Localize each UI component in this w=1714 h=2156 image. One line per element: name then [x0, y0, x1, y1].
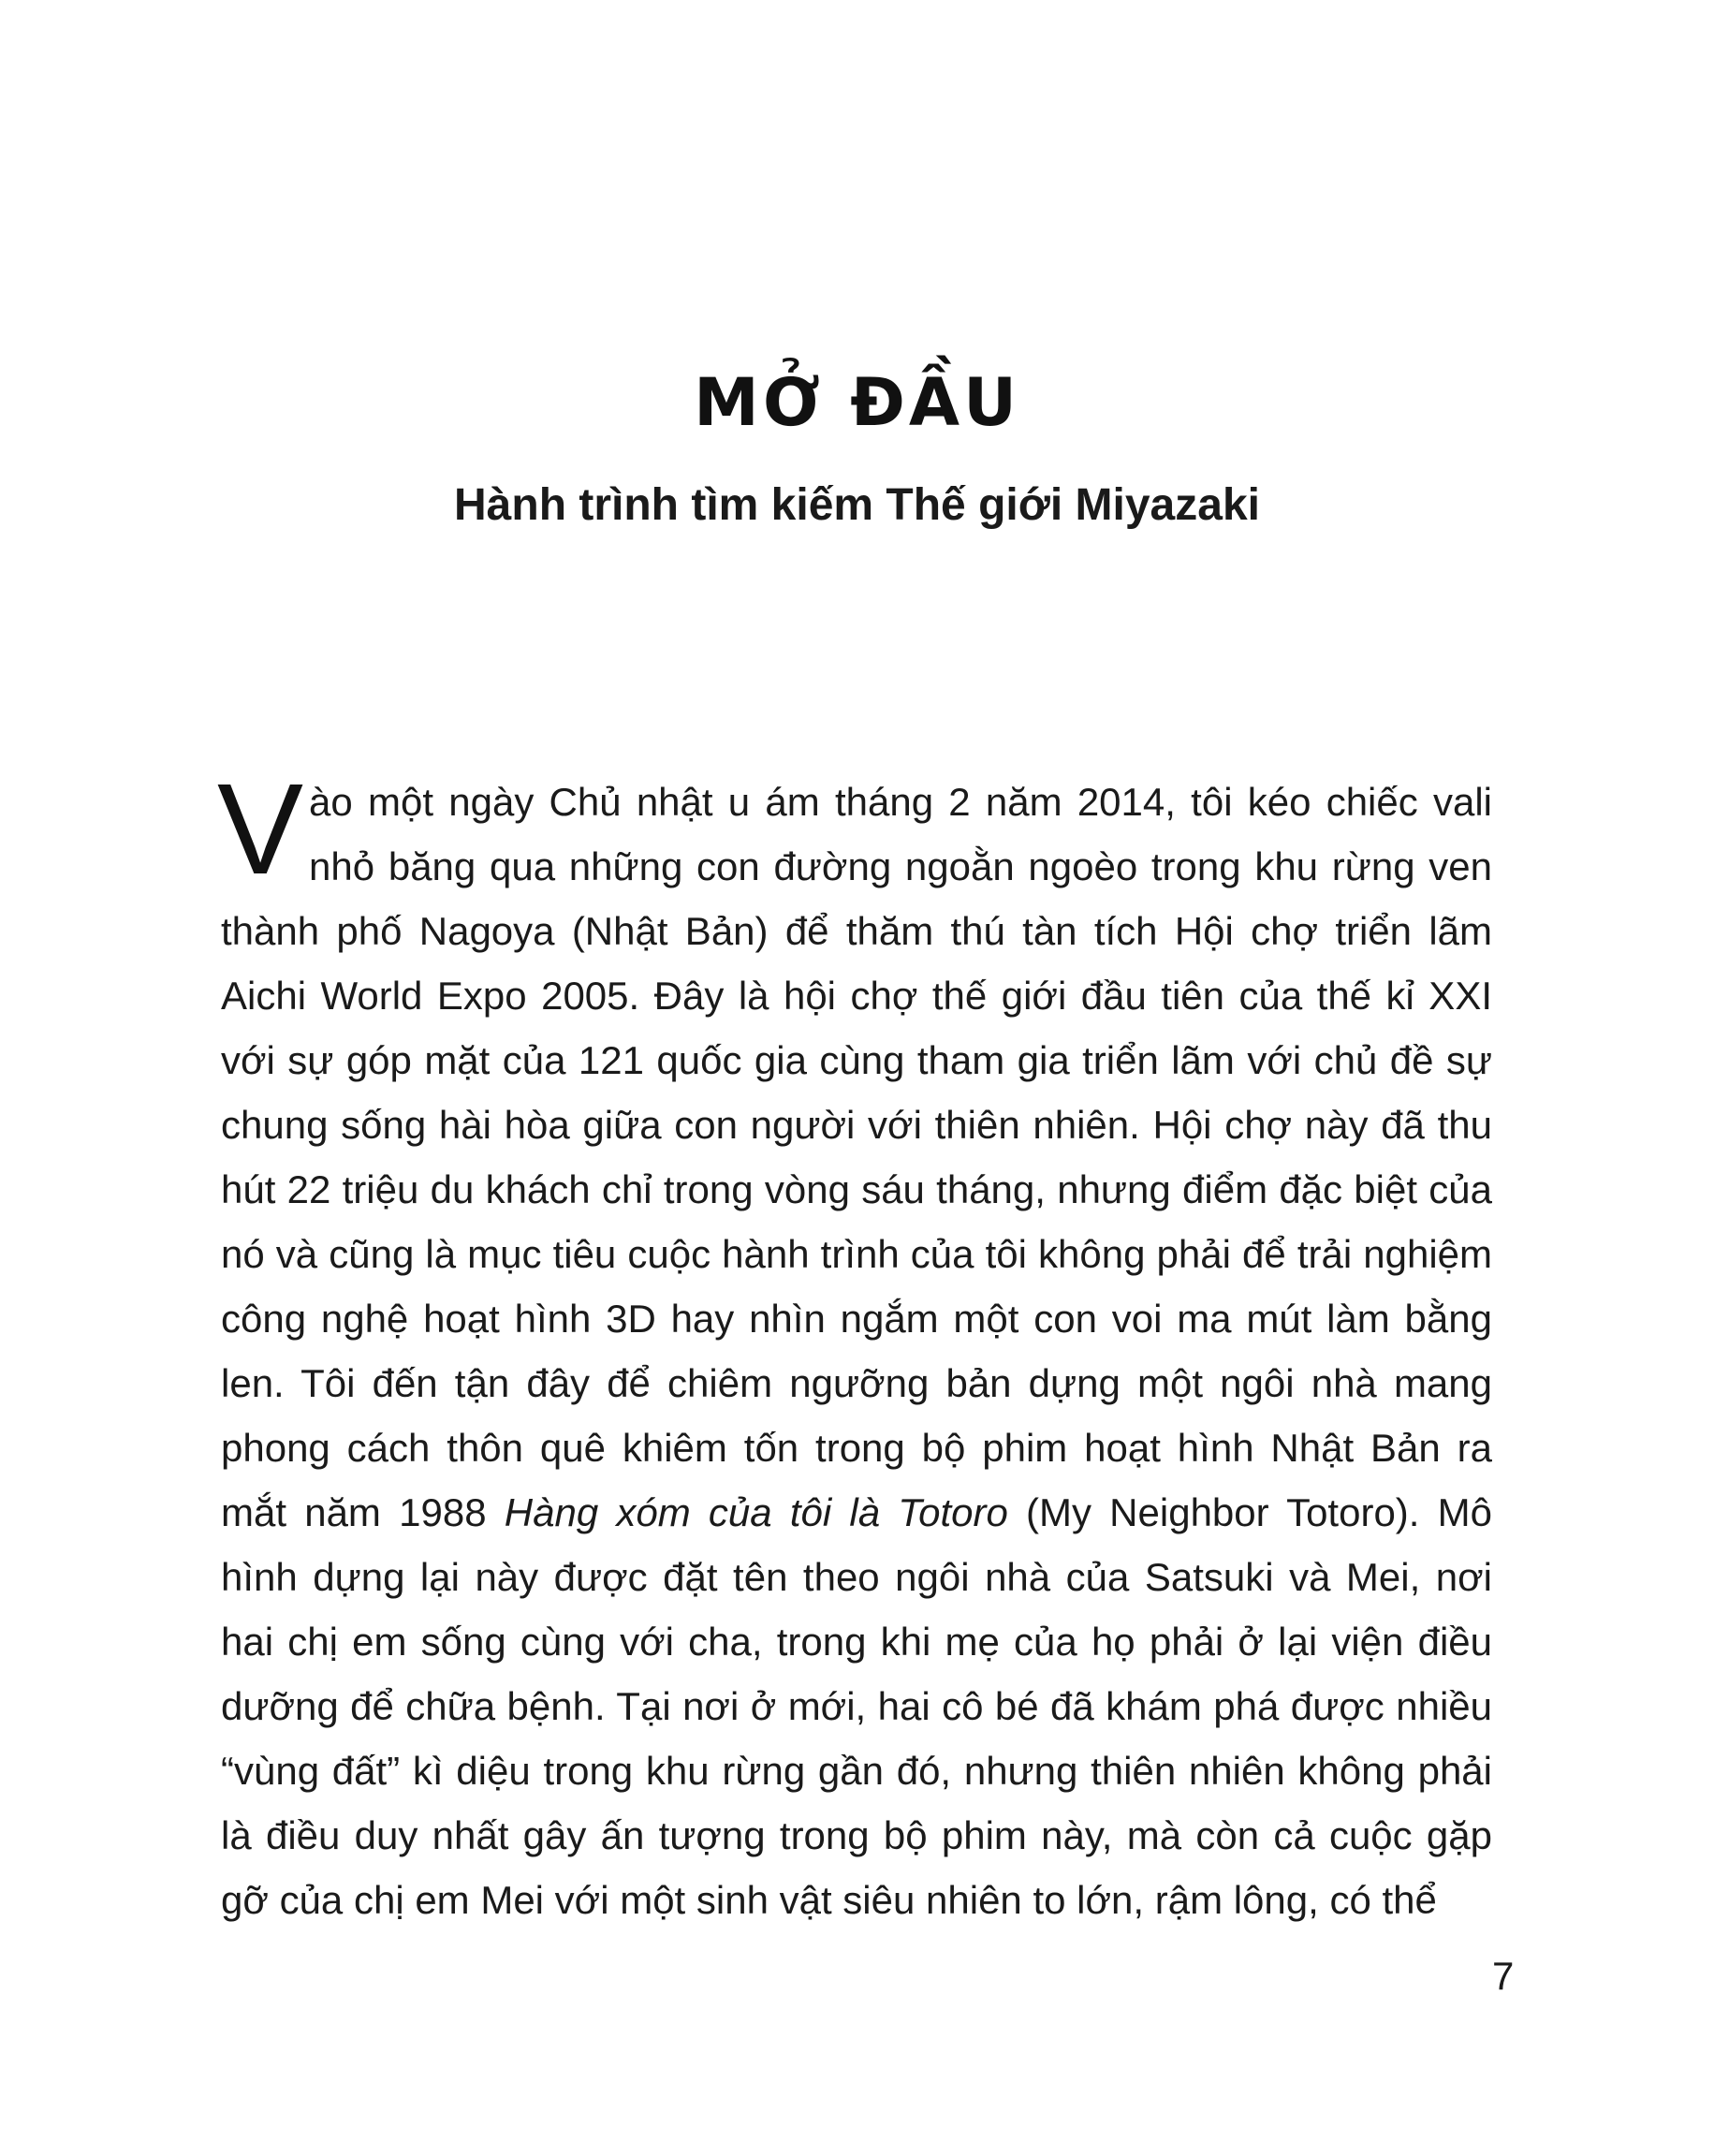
body-text-part-1: ào một ngày Chủ nhật u ám tháng 2 năm 2014, tôi kéo chiếc vali nhỏ băng qua những con đường ngoằn ngoèo trong khu rừng ven thành phố Nagoya (Nhật Bản) để thăm thú tàn tích Hội chợ triển lãm Aichi World Expo 2005. Đây là hội chợ thế giới đầu tiên của thế kỉ XXI với sự góp mặt của 121 quốc gia cùng tham gia triển lãm với chủ đề sự chung sống hài hòa giữa con người với thiên nhiên. Hội chợ này đã thu hút 22 triệu du khách chỉ trong vòng sáu tháng, nhưng điểm đặc biệt của nó và cũng là mục tiêu cuộc hành trình của tôi không phải để trải nghiệm công nghệ hoạt hình 3D hay nhìn ngắm một con voi ma mút làm bằng len. Tôi đến tận đây để chiêm ngưỡng bản dựng một ngôi nhà mang phong cách thôn quê khiêm tốn trong bộ phim hoạt hình Nhật Bản ra mắt năm 1988 — [221, 780, 1492, 1534]
film-title-italic: Hàng xóm của tôi là Totoro — [504, 1490, 1008, 1534]
chapter-title: MỞ ĐẦU — [694, 364, 1020, 441]
body-text-part-2: (My Neighbor Totoro). Mô hình dựng lại này được đặt tên theo ngôi nhà của Satsuki và Mei, nơi hai chị em sống cùng với cha, trong khi mẹ của họ phải ở lại viện điều dưỡng để chữa bệnh. Tại nơi ở mới, hai cô bé đã khám phá được nhiều “vùng đất” kì diệu trong khu rừng gần đó, nhưng thiên nhiên không phải là điều duy nhất gây ấn tượng trong bộ phim này, mà còn cả cuộc gặp gỡ của chị em Mei với một sinh vật siêu nhiên to lớn, rậm lông, có thể — [221, 1490, 1492, 1922]
drop-cap: V — [217, 757, 304, 902]
body-paragraph — [217, 757, 1492, 1932]
page-number: 7 — [1492, 1954, 1515, 1998]
chapter-subtitle: Hành trình tìm kiếm Thế giới Miyazaki — [454, 480, 1260, 530]
